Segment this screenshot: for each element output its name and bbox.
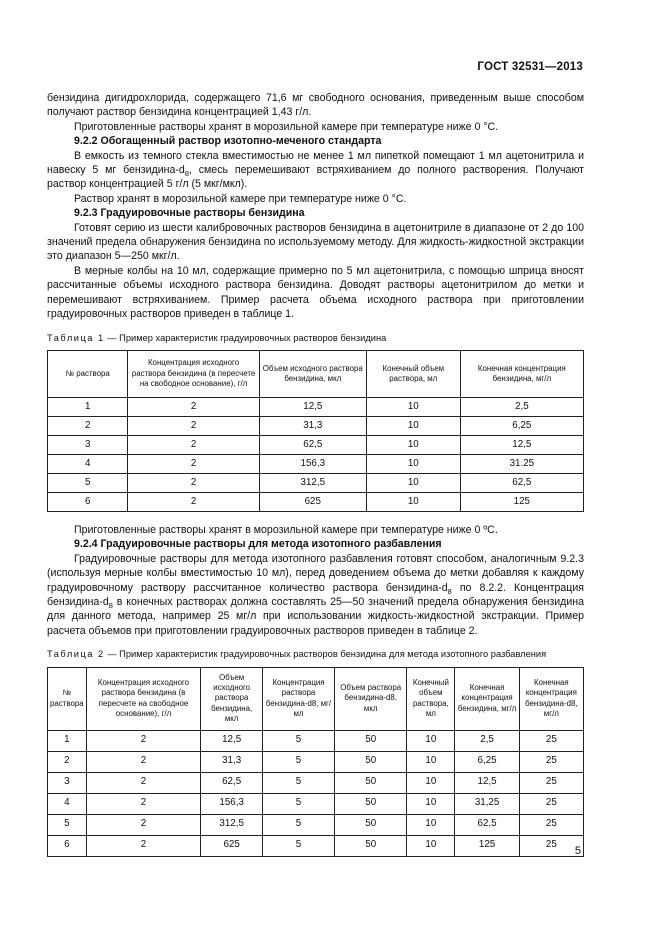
table-row (48, 793, 584, 814)
table-cell: 5 (262, 814, 334, 835)
table-header-row (48, 350, 584, 397)
paragraph: Готовят серию из шести калибровочных растворов бензидина в ацетонитриле в диапазоне от 2 до 100 значений предела обнаружения бензидина по используемому методу. Для жидкость-жидкостной экстракции это диапазон 5—250 мкг/л. (47, 221, 584, 263)
table-cell: 5 (262, 751, 334, 772)
table-1-caption: Таблица 1 — Пример характеристик градуировочных растворов бензидина (47, 332, 387, 343)
table-cell: 62,5 (201, 772, 263, 793)
column-header: Объем раствора бензидина-d8, мкл (335, 667, 407, 730)
table-cell: 10 (407, 751, 455, 772)
table-cell: 10 (366, 397, 460, 416)
document-standard-id: ГОСТ 32531—2013 (477, 61, 583, 73)
table-cell: 2 (48, 416, 128, 435)
column-header: Конечная концентрация бензидина, мг/л (455, 667, 519, 730)
table-cell: 31,3 (201, 751, 263, 772)
table-cell: 31,25 (455, 793, 519, 814)
table-cell: 3 (48, 435, 128, 454)
table-cell: 31,3 (259, 416, 366, 435)
table-cell: 25 (519, 793, 583, 814)
paragraph: Градуировочные растворы для метода изотопного разбавления готовят способом, аналогичным 9.2.3 (используя мерные колбы вместимостью 10 мл), перед доведением объема до метки добавляя к каждому градуировочному раствору рассчитанное количество раствора бензидина-$d_8$ по 8.2.2. Концентрация бензидина-$d_8$ в конечных растворах должна составлять 25—50 значений предела обнаружения бензидина для данного метода, например 25 мг/л при использовании жидкость-жидкостной экстракции. Пример расчета объемов при приготовлении градуировочных растворов приведен в таблице 2. (47, 552, 584, 637)
table-cell: 2 (86, 751, 201, 772)
table-cell: 10 (407, 814, 455, 835)
table-cell: 6 (48, 835, 87, 856)
table-row (48, 454, 584, 473)
table-cell: 2,5 (460, 397, 583, 416)
table-cell: 12,5 (460, 435, 583, 454)
table-cell: 2 (86, 793, 201, 814)
table-cell: 12,5 (455, 772, 519, 793)
table-cell: 125 (460, 492, 583, 511)
column-header: Конечная концентрация бензидина, мг/л (460, 350, 583, 397)
column-header: Объем исходного раствора бензидина, мкл (201, 667, 263, 730)
table-cell: 2 (86, 730, 201, 751)
table-cell: 10 (366, 454, 460, 473)
table-cell: 62,5 (455, 814, 519, 835)
table-cell: 12,5 (201, 730, 263, 751)
table-cell: 5 (48, 814, 87, 835)
table-cell: 125 (455, 835, 519, 856)
table-cell: 10 (366, 435, 460, 454)
column-header: Объем исходного раствора бензидина, мкл (259, 350, 366, 397)
table-cell: 2 (128, 435, 259, 454)
section-heading-9-2-3: 9.2.3 Градуировочные растворы бензидина (74, 207, 305, 220)
page-number: 5 (574, 845, 581, 857)
table-cell: 25 (519, 772, 583, 793)
table-cell: 5 (262, 793, 334, 814)
table-2 (47, 667, 584, 857)
table-row (48, 835, 584, 856)
table-cell: 2 (128, 416, 259, 435)
paragraph: бензидина дигидрохлорида, содержащего 71,6 мг свободного основания, приведенным выше способом получают раствор бензидина концентрацией 1,43 г/л. (47, 92, 584, 119)
table-cell: 10 (407, 730, 455, 751)
table-cell: 10 (366, 473, 460, 492)
table-cell: 625 (201, 835, 263, 856)
column-header: Конечный объем раствора, мл (366, 350, 460, 397)
table-cell: 50 (335, 772, 407, 793)
table-cell: 25 (519, 814, 583, 835)
table-cell: 2,5 (455, 730, 519, 751)
table-cell: 5 (262, 772, 334, 793)
paragraph: Приготовленные растворы хранят в морозильной камере при температуре ниже 0 °С. (74, 120, 499, 133)
table-cell: 312,5 (201, 814, 263, 835)
table-cell: 25 (519, 730, 583, 751)
table-cell: 25 (519, 835, 583, 856)
table-cell: 2 (86, 814, 201, 835)
table-cell: 2 (128, 473, 259, 492)
table-cell: 2 (128, 397, 259, 416)
table-cell: 62,5 (460, 473, 583, 492)
table-cell: 6 (48, 492, 128, 511)
column-header: № раствора (48, 667, 87, 730)
table-cell: 4 (48, 454, 128, 473)
table-row (48, 416, 584, 435)
paragraph: В емкость из темного стекла вместимостью не менее 1 мл пипеткой помещают 1 мл ацетонитрила и навеску 5 мг бензидина-$d_8$, смесь перемешивают встряхиванием до полного растворения. Получают раствор концентрацией 5 г/л (5 мкг/мкл). (47, 149, 585, 191)
table-cell: 50 (335, 793, 407, 814)
table-1 (47, 350, 584, 512)
table-cell: 2 (128, 454, 259, 473)
table-cell: 10 (407, 772, 455, 793)
table-cell: 3 (48, 772, 87, 793)
column-header: Концентрация исходного раствора бензидина (в пересчете на свободное основание), г/л (128, 350, 259, 397)
table-cell: 156,3 (259, 454, 366, 473)
table-cell: 2 (86, 835, 201, 856)
table-cell: 25 (519, 751, 583, 772)
table-cell: 2 (86, 772, 201, 793)
table-cell: 62,5 (259, 435, 366, 454)
table-row (48, 473, 584, 492)
table-row (48, 435, 584, 454)
table-cell: 12,5 (259, 397, 366, 416)
table-row (48, 492, 584, 511)
table-cell: 1 (48, 397, 128, 416)
table-cell: 4 (48, 793, 87, 814)
table-cell: 50 (335, 751, 407, 772)
table-cell: 10 (366, 416, 460, 435)
table-cell: 50 (335, 835, 407, 856)
document-body (47, 91, 584, 857)
column-header: Конечная концентрация бензидина-d8, мг/л (519, 667, 583, 730)
table-cell: 6,25 (460, 416, 583, 435)
table-cell: 5 (262, 730, 334, 751)
table-row (48, 751, 584, 772)
table-cell: 5 (262, 835, 334, 856)
table-2-caption: Таблица 2 — Пример характеристик градуировочных растворов бензидина для метода изотопного разбавления (47, 649, 547, 660)
section-heading-9-2-2: 9.2.2 Обогащенный раствор изотопно-меченого стандарта (74, 135, 382, 148)
table-cell: 2 (128, 492, 259, 511)
table-header-row (48, 667, 584, 730)
column-header: Конечный объем раствора, мл (407, 667, 455, 730)
column-header: Концентрация исходного раствора бензидина (в пересчете на свободное основание), г/л (86, 667, 201, 730)
table-row (48, 730, 584, 751)
table-cell: 625 (259, 492, 366, 511)
table-row (48, 397, 584, 416)
table-cell: 10 (366, 492, 460, 511)
paragraph: В мерные колбы на 10 мл, содержащие примерно по 5 мл ацетонитрила, с помощью шприца вносят рассчитанные объемы исходного раствора бензидина. Доводят растворы ацетонитрилом до метки и перемешивают встряхиванием. Пример расчета объема исходного раствора при приготовлении градуировочных растворов приведен в таблице 1. (47, 264, 584, 321)
paragraph: Приготовленные растворы хранят в морозильной камере при температуре ниже 0 ºС. (74, 523, 498, 536)
column-header: Концентрация раствора бензидина-d8, мг/мл (262, 667, 334, 730)
table-cell: 31.25 (460, 454, 583, 473)
table-cell: 10 (407, 793, 455, 814)
column-header: № раствора (48, 350, 128, 397)
table-cell: 50 (335, 730, 407, 751)
table-cell: 1 (48, 730, 87, 751)
table-cell: 156,3 (201, 793, 263, 814)
table-row (48, 814, 584, 835)
table-cell: 10 (407, 835, 455, 856)
table-cell: 312,5 (259, 473, 366, 492)
table-cell: 2 (48, 751, 87, 772)
table-cell: 5 (48, 473, 128, 492)
table-cell: 50 (335, 814, 407, 835)
table-row (48, 772, 584, 793)
paragraph: Раствор хранят в морозильной камере при температуре ниже 0 °С. (74, 192, 407, 205)
section-heading-9-2-4: 9.2.4 Градуировочные растворы для метода изотопного разбавления (74, 538, 442, 551)
table-cell: 6,25 (455, 751, 519, 772)
